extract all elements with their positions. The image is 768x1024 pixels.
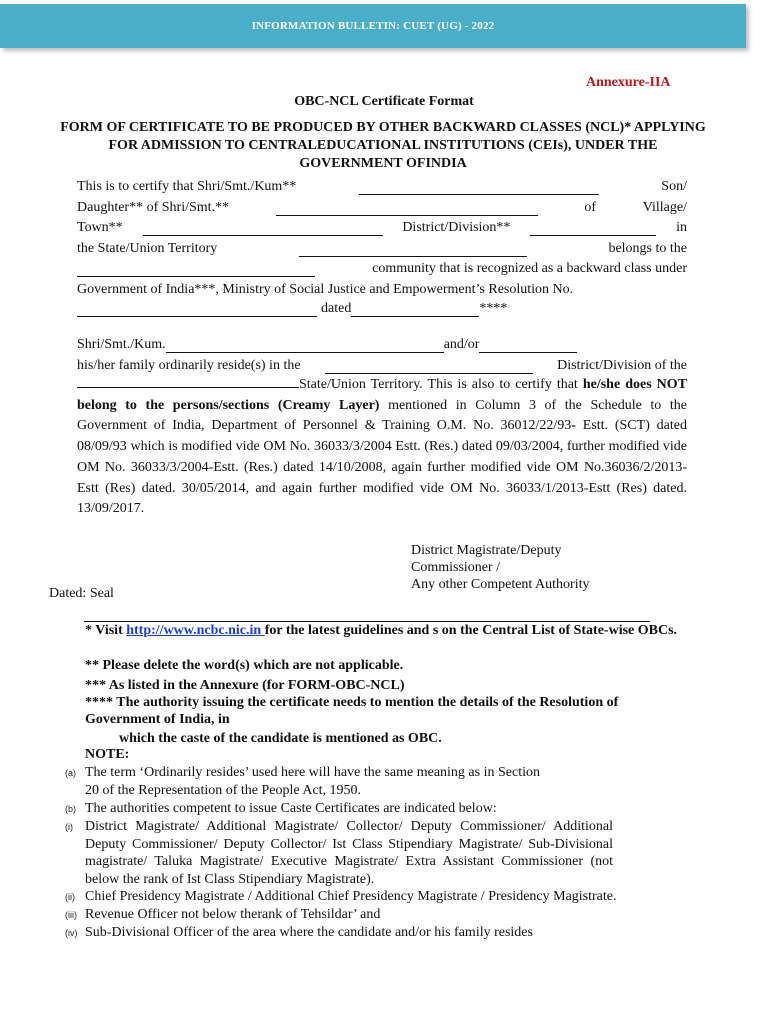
state-blank: [299, 242, 527, 257]
form-line-7: dated ****: [77, 297, 687, 317]
footnote-2: ** Please delete the word(s) which are not applicable.: [85, 658, 404, 673]
form-line-4: the State/Union Territory belongs to the: [77, 241, 687, 256]
resolution-date-blank: [351, 302, 479, 317]
note-marker: (iv): [65, 928, 78, 938]
note-marker: (b): [65, 804, 76, 814]
resolution-blank: [77, 302, 317, 317]
residence-district-blank: [325, 359, 533, 374]
certification-paragraph: State/Union Territory. This is also to certify that he/she does NOT belong to the persons/sections (Creamy Layer) mentioned in Column 3 of the Schedule to the Government of India, Department of Personnel & Training O.M. No. 36012/22/93- Estt. (SCT) dated 08/09/93 which is modified vide OM No. 36033/3/2004 Estt. (Res.) dated 09/03/2004, further modified vide OM No. 36033/3/2004-Estt. (Res.) dated 14/10/2008, again further modified vide OM No.36036/2/2013-Estt (Res) dated. 30/05/2014, and again further modified vide OM No. 36033/1/2013-Estt (Res) dated. 13/09/2017.: [77, 373, 687, 520]
name-blank: [359, 180, 599, 195]
note-item: Sub-Divisional Officer of the area where the candidate and/or his family resides: [85, 925, 533, 940]
note-marker: (iii): [65, 910, 77, 920]
village-blank: [143, 221, 383, 236]
dated-seal: Dated: Seal: [49, 586, 114, 601]
footnote-1: * Visit http://www.ncbc.nic.in for the latest guidelines and s on the Central List of State-wise OBCs.: [85, 623, 678, 638]
banner-title: INFORMATION BULLETIN: CUET (UG) - 2022: [251, 20, 495, 32]
footnote-4-continued: which the caste of the candidate is mentioned as OBC.: [119, 731, 442, 746]
form-line-3: Town** District/Division** in: [77, 220, 687, 235]
form-line-5: community that is recognized as a backward class under: [77, 257, 687, 277]
form-line-9: his/her family ordinarily reside(s) in the District/Division of the: [77, 358, 687, 373]
note-marker: (ii): [65, 892, 75, 902]
relative-name2-blank: [479, 338, 577, 353]
note-item: Chief Presidency Magistrate / Additional Chief Presidency Magistrate / Presidency Magistrate.: [85, 889, 617, 904]
parent-name-blank: [276, 201, 538, 216]
signatory-block: District Magistrate/Deputy Commissioner / Any other Competent Authority: [411, 543, 590, 592]
form-line-6: Government of India***, Ministry of Social Justice and Empowerment’s Resolution No.: [77, 282, 574, 297]
format-title: OBC-NCL Certificate Format: [294, 94, 474, 109]
district-blank: [530, 221, 656, 236]
note-item: Revenue Officer not below therank of Tehsildar’ and: [85, 907, 381, 922]
ncbc-link[interactable]: http://www.ncbc.nic.in: [126, 623, 265, 638]
certificate-heading: FORM OF CERTIFICATE TO BE PRODUCED BY OTHER BACKWARD CLASSES (NCL)* APPLYING FOR ADMISSION TO CENTRALEDUCATIONAL INSTITUTIONS (CEIs), UNDER THE GOVERNMENT OFINDIA: [60, 120, 706, 171]
note-marker: (a): [65, 768, 76, 778]
form-line-1: This is to certify that Shri/Smt./Kum** Son/: [77, 179, 687, 194]
note-item: The authorities competent to issue Caste Certificates are indicated below:: [85, 801, 497, 816]
residence-state-blank: [77, 373, 299, 388]
footnote-4: **** The authority issuing the certificate needs to mention the details of the Resolution of Government of India, in: [85, 695, 619, 727]
form-line-2: Daughter** of Shri/Smt.** of Village/: [77, 200, 687, 215]
relative-name-blank: [166, 338, 444, 353]
footnote-3: *** As listed in the Annexure (for FORM-OBC-NCL): [85, 678, 405, 693]
form-line-8: Shri/Smt./Kum. and/or: [77, 333, 687, 353]
community-blank: [77, 262, 315, 277]
header-banner: [0, 4, 746, 48]
note-item: The term ‘Ordinarily resides’ used here will have the same meaning as in Section 20 of the Representation of the People Act, 1950.: [85, 765, 540, 798]
note-heading: NOTE:: [85, 747, 130, 762]
annexure-label: Annexure-IIA: [586, 75, 671, 90]
note-marker: (i): [65, 822, 73, 832]
note-item: District Magistrate/ Additional Magistrate/ Collector/ Deputy Commissioner/ Additional Deputy Commissioner/ Deputy Collector/ Ist Class Stipendiary Magistrate/ Sub-Divisional magistrate/ Taluka Magistrate/ Executive Magistrate/ Extra Assistant Commissioner (not below the rank of Ist Class Stipendiary Magistrate).: [85, 819, 613, 887]
